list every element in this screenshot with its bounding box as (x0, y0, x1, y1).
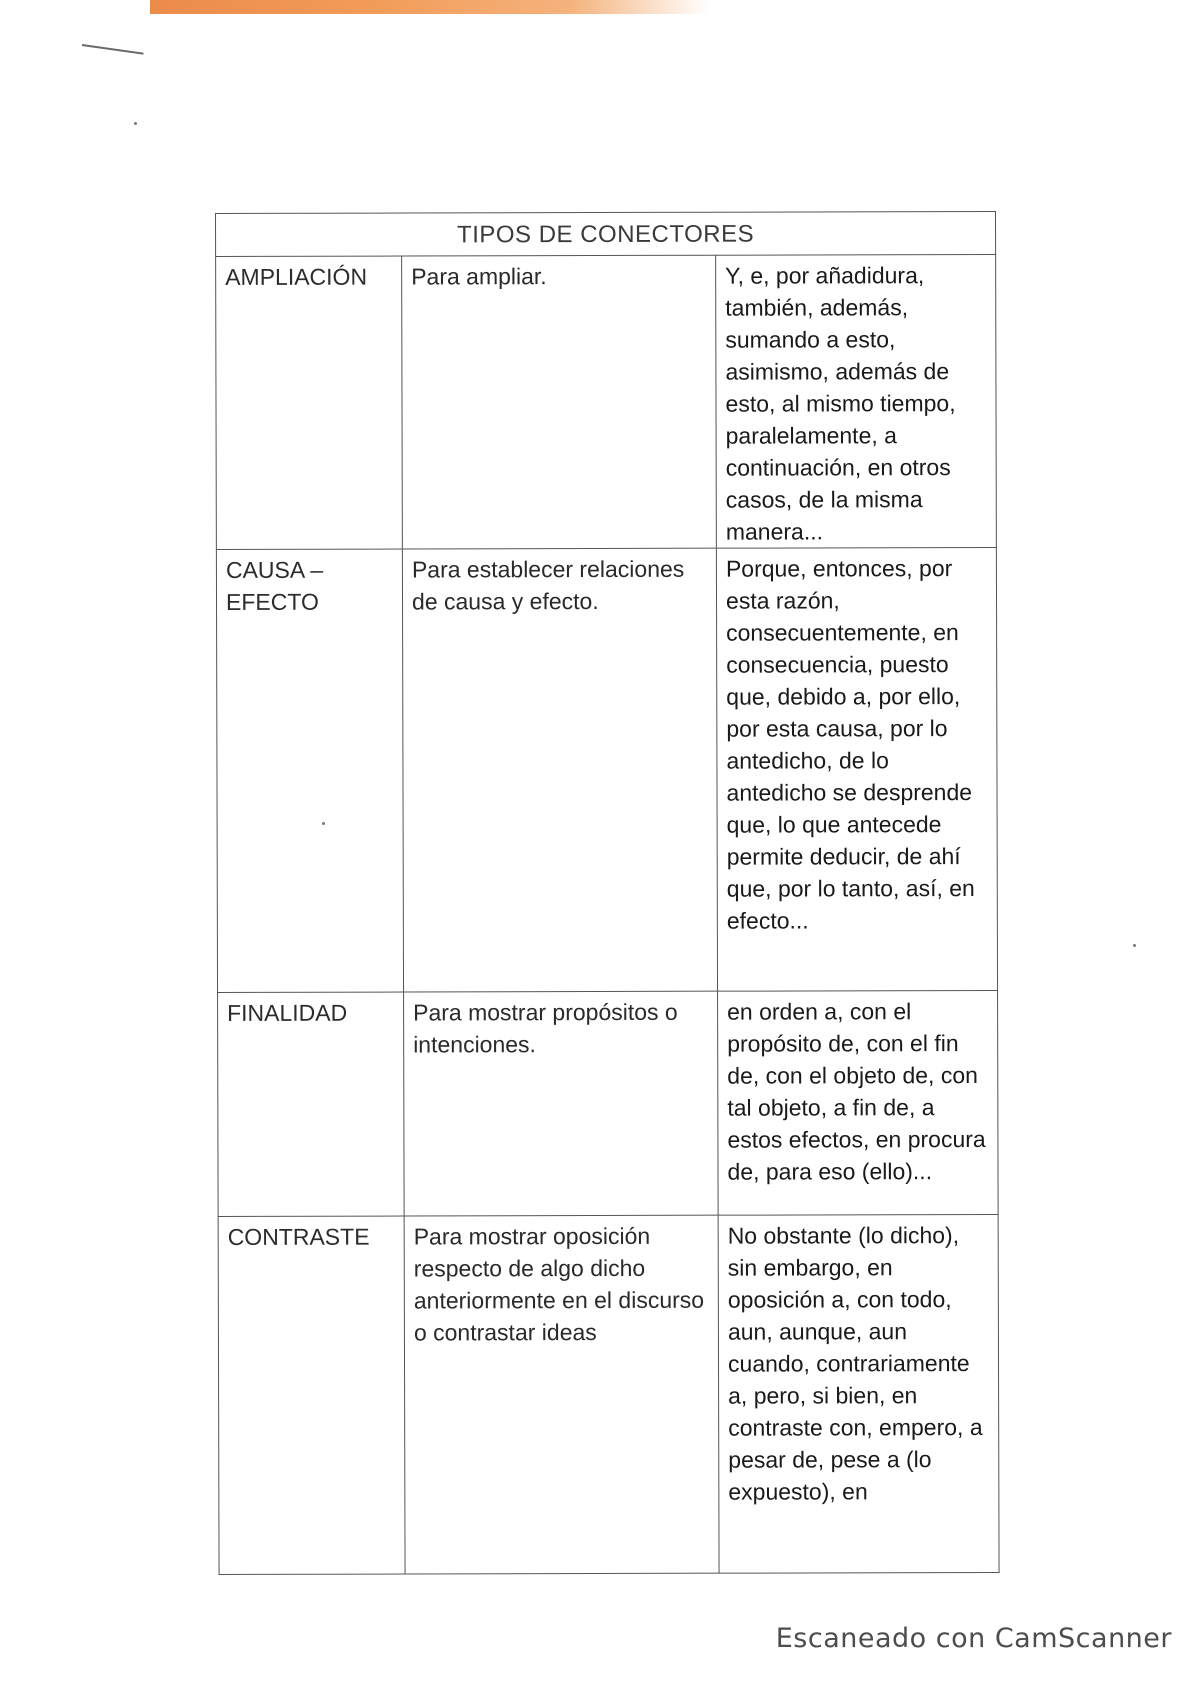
connector-words-cell: Porque, entonces, por esta razón, consecuentemente, en consecuencia, puesto que, debido a, por ello, por esta causa, por lo antedicho, de lo antedicho se desprende que, lo que antecede permite deducir, de ahí que, por lo tanto, así, en efecto... (716, 547, 997, 991)
scan-speck (1133, 944, 1136, 947)
scan-speck (134, 122, 137, 125)
connector-type-cell: FINALIDAD (218, 992, 405, 1216)
connector-words-cell: en orden a, con el propósito de, con el fin de, con el objeto de, con tal objeto, a fin de, a estos efectos, en procura de, para eso (ello)... (718, 990, 999, 1215)
table-title: TIPOS DE CONECTORES (216, 211, 996, 256)
scan-edge-decoration (150, 0, 710, 14)
connector-use-cell: Para mostrar propósitos o intenciones. (404, 991, 719, 1216)
connector-words-cell: Y, e, por añadidura, también, además, sumando a esto, asimismo, además de esto, al mismo tiempo, paralelamente, a continuación, en otros casos, de la misma manera... (716, 254, 997, 548)
table-row (216, 254, 997, 549)
connector-use-cell: Para mostrar oposición respecto de algo dicho anteriormente en el discurso o contrastar ideas (404, 1215, 719, 1574)
camscanner-watermark: Escaneado con CamScanner (775, 1623, 1172, 1654)
connector-use-cell: Para establecer relaciones de causa y efecto. (402, 548, 717, 992)
connector-type-cell: CONTRASTE (218, 1216, 405, 1574)
table-row (216, 547, 997, 992)
table-row (218, 1214, 999, 1574)
table-row (218, 990, 999, 1216)
connectors-table (215, 211, 1000, 1575)
connector-use-cell: Para ampliar. (402, 255, 717, 549)
table-title-row (216, 211, 996, 256)
connector-words-cell: No obstante (lo dicho), sin embargo, en oposición a, con todo, aun, aunque, aun cuando, contrariamente a, pero, si bien, en contraste con, empero, a pesar de, pese a (lo expuesto), en (718, 1214, 999, 1573)
pen-mark (82, 44, 144, 55)
connector-type-cell: AMPLIACIÓN (216, 256, 403, 549)
connector-type-cell: CAUSA – EFECTO (216, 549, 403, 992)
